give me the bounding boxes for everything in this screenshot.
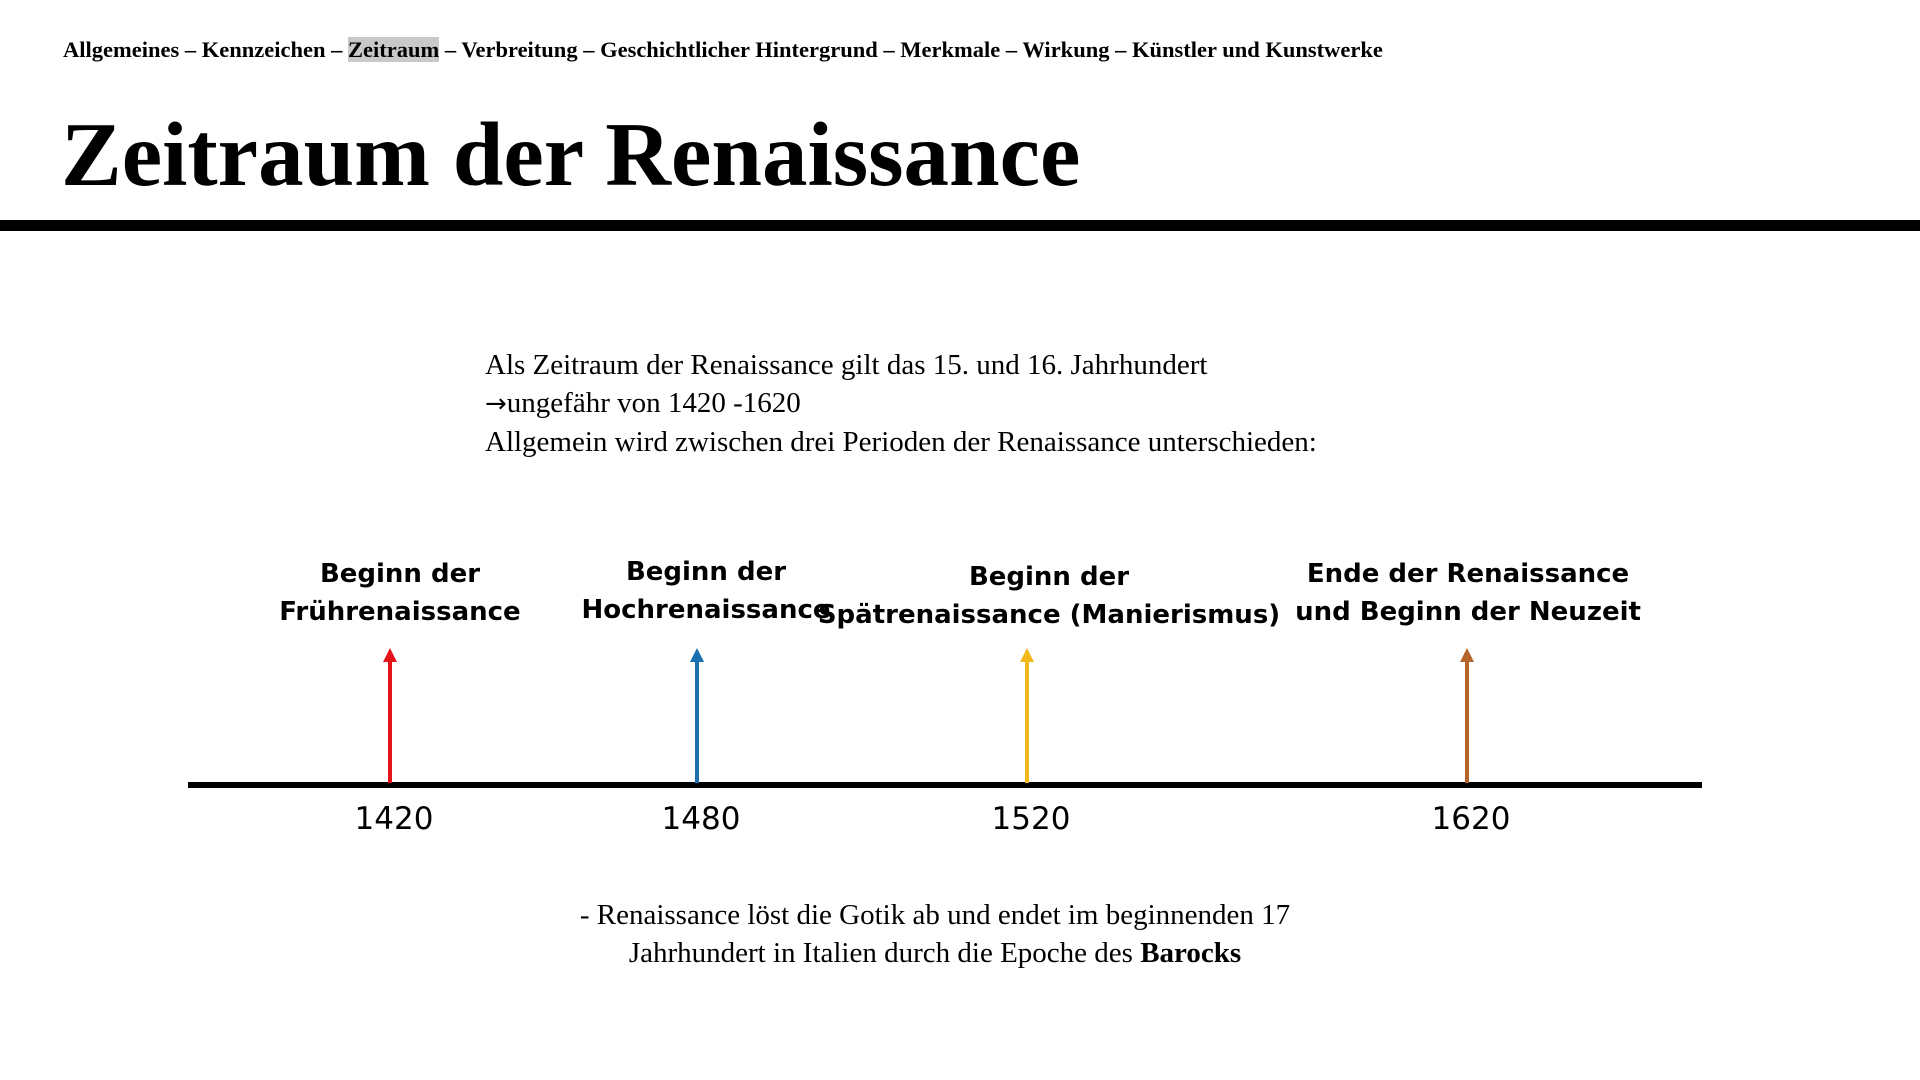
arrow-up-icon xyxy=(690,648,704,662)
event-label-und-beginn-der-neuzeit: und Beginn der Neuzeit xyxy=(1295,597,1641,627)
year-label-1520: 1520 xyxy=(991,801,1071,837)
note-line-1: - Renaissance löst die Gotik ab und endet im beginnenden 17 xyxy=(579,899,1291,931)
timeline-event-1620 xyxy=(1295,559,1641,837)
intro-range-text: ungefähr von 1420 -1620 xyxy=(506,387,801,419)
year-label-1420: 1420 xyxy=(354,801,434,837)
nav-separator: – xyxy=(1109,37,1132,62)
arrow-up-icon xyxy=(383,648,397,662)
nav-item-merkmale[interactable]: Merkmale xyxy=(900,37,1001,62)
intro-line-periods: Allgemein wird zwischen drei Perioden der Renaissance unterschieden: xyxy=(485,426,1317,458)
year-label-1480: 1480 xyxy=(661,801,741,837)
nav-item-allgemeines[interactable]: Allgemeines xyxy=(63,37,180,62)
nav-item-geschichtlicher-hintergrund[interactable]: Geschichtlicher Hintergrund xyxy=(600,37,878,62)
event-label-line1-1520: Beginn der xyxy=(968,562,1130,592)
year-label-1620: 1620 xyxy=(1431,801,1511,837)
page-title: Zeitraum der Renaissance xyxy=(61,104,1081,205)
arrow-right-icon: → xyxy=(485,389,507,419)
nav-separator: – xyxy=(1000,37,1023,62)
timeline-event-1480 xyxy=(581,557,830,837)
summary-note xyxy=(435,896,1435,972)
nav-item-kuenstler-und-kunstwerke[interactable]: Künstler und Kunstwerke xyxy=(1131,37,1383,62)
note-line-2-text: Jahrhundert in Italien durch die Epoche des xyxy=(628,937,1141,969)
event-label-spätrenaissance-manierismus: Spätrenaissance (Manierismus) xyxy=(817,600,1281,630)
nav-separator: – xyxy=(325,37,348,62)
event-label-line1-1620: Ende der Renaissance xyxy=(1306,559,1630,589)
nav-separator: – xyxy=(179,37,202,62)
nav-item-wirkung[interactable]: Wirkung xyxy=(1022,37,1110,62)
nav-item-verbreitung[interactable]: Verbreitung xyxy=(461,37,578,62)
event-label-line1-1480: Beginn der xyxy=(625,557,787,587)
arrow-up-icon xyxy=(1460,648,1474,662)
timeline-event-1520 xyxy=(818,562,1280,837)
event-label-line1-1420: Beginn der xyxy=(319,559,481,589)
event-label-frührenaissance: Frührenaissance xyxy=(279,597,521,627)
event-label-hochrenaissance: Hochrenaissance xyxy=(581,595,831,625)
nav-separator: – xyxy=(577,37,601,62)
nav-item-kennzeichen[interactable]: Kennzeichen xyxy=(201,37,326,62)
timeline-event-1420 xyxy=(279,559,520,837)
arrow-up-icon xyxy=(1020,648,1034,662)
nav-item-zeitraum[interactable]: Zeitraum xyxy=(347,37,440,62)
note-line-2 xyxy=(435,934,1435,972)
intro-line-period: Als Zeitraum der Renaissance gilt das 15. und 16. Jahrhundert xyxy=(485,349,1208,381)
nav-separator: – xyxy=(877,37,901,62)
timeline-events xyxy=(279,557,1641,837)
note-bold-barocks: Barocks xyxy=(1140,937,1242,969)
nav-separator: – xyxy=(439,37,462,62)
